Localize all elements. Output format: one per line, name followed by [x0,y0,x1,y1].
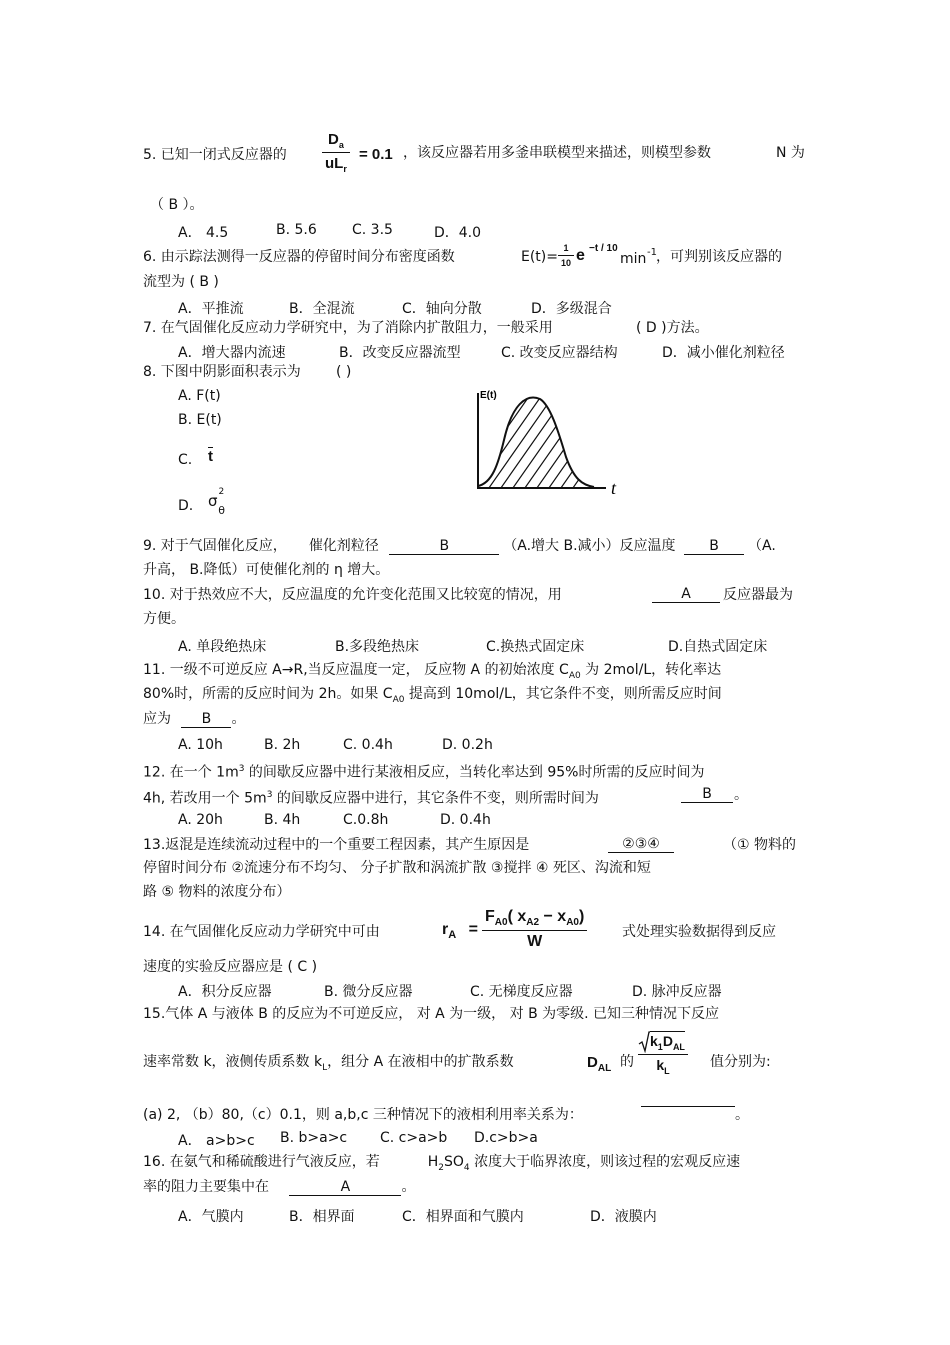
q7-option-d: D．减小催化剂粒径 [662,345,785,361]
q5-option-a: A． 4.5 [178,225,229,241]
q5-option-d: D．4.0 [434,225,482,241]
q8-sigma-sub: θ [218,504,225,517]
q15-line2-sub: L [322,1062,328,1073]
q16-option-a: A．气膜内 [178,1209,244,1225]
q9-answer-2: B [684,538,744,555]
q13-answer: ②③④ [608,836,674,853]
q5-mid: ，该反应器若用多釜串联模型来描述，则模型参数 [403,145,711,161]
q8-t-mean: $\overline{t}$ [208,448,213,465]
q11-line1 [143,661,721,685]
q15-frac-k: k [650,1033,658,1049]
q15-D-letter: D [587,1054,598,1071]
q5-option-c: C. 3.5 [352,222,393,238]
q6-option-d: D．多级混合 [531,301,612,317]
q15-option-a: A． a>b>c [178,1133,255,1149]
q14-num-sub3: A0 [566,917,579,929]
q7-text: 7. 在气固催化反应动力学研究中，为了消除内扩散阻力，一般采用 [143,320,553,336]
q6-option-a: A．平推流 [178,301,244,317]
q6-frac-den: 10 [561,258,572,268]
q15-line3: (a) 2, （b）80,（c）0.1，则 a,b,c 三种情况下的液相利用率关系为： [143,1107,583,1123]
q11-option-d: D. 0.2h [442,737,493,753]
q16-chem-so: SO [443,1154,464,1170]
q14-option-b: B. 微分反应器 [324,984,413,1000]
q15-fraction [638,1033,688,1076]
q11-line2 [143,685,722,709]
q10-text: 10. 对于热效应不大，反应温度的允许变化范围又比较宽的情况，用 [143,587,562,603]
q11-line3-end: 。 [231,711,246,727]
q5-eq: = 0.1 [359,146,393,163]
q11-answer: B [181,711,231,728]
q15-line3-end: 。 [735,1107,749,1123]
q6-unit: min [620,251,647,267]
q15-D-sub: AL [597,1063,612,1074]
q8-option-d: D. [178,498,194,514]
q8-text: 8. 下图中阴影面积表示为 [143,364,301,380]
q14-num-mid: ( x [507,908,527,925]
q12-option-c: C.0.8h [343,812,389,828]
q6-prefix: 6. 由示踪法测得一反应器的停留时间分布密度函数 [143,249,455,265]
q15-sqrt-icon [638,1031,650,1053]
q9-answer-1: B [389,538,499,555]
q11-line1-end: 为 2mol/L，转化率达 [580,662,722,678]
q12-sup-1: 3 [238,764,245,774]
q6-suffix: ，可判别该反应器的 [656,249,782,265]
q5-line2: （ B ）。 [150,197,204,213]
q7-option-c: C. 改变反应器结构 [501,345,618,361]
q12-line2 [143,786,599,808]
q15-frac-den-sub: L [664,1065,670,1076]
q9-part3: （A.增大 B.减小）反应温度 [503,538,676,554]
q5-frac-den-sub: r [343,164,347,174]
q9-part1: 9. 对于气固催化反应， [143,538,287,554]
q6-frac-num: 1 [558,243,574,256]
q8-answer: ( ) [336,364,352,380]
q15-de: 的 [620,1054,634,1070]
q15-frac-D-sub: AL [672,1041,685,1052]
q15-line2-end: 值分别为: [710,1054,771,1070]
q8-option-d-sigma [208,487,230,517]
q7-option-a: A．增大器内流速 [178,345,286,361]
q6-fraction [558,243,574,268]
q11-line1-text: 11. 一级不可逆反应 A→R,当反应温度一定， 反应物 A 的初始浓度 C [143,662,569,678]
q11-option-b: B. 2h [264,737,301,753]
q5-fraction [322,131,350,174]
q12-option-a: A. 20h [178,812,223,828]
q5-frac-den: uL [325,155,344,172]
q5-N: N 为 [776,145,805,161]
q9-part2: 催化剂粒径 [308,538,379,554]
q6-e: e [576,247,585,264]
q8-sigma: σ [208,492,218,510]
q14-r-sub: A [448,929,457,942]
q16-line1 [143,1153,740,1177]
q12-answer: B [681,786,733,803]
q6-option-b: B．全混流 [289,301,355,317]
q16-line1b: 浓度大于临界浓度，则该过程的宏观反应速 [469,1154,741,1170]
q10-line2: 方便。 [143,611,185,627]
q12-line2b: 的间歇反应器中进行，其它条件不变，则所需时间为 [272,790,599,807]
q14-num-minus: − x [543,908,567,925]
q16-line1a: 16. 在氨气和稀硫酸进行气液反应，若 [143,1154,380,1170]
q15-frac-den: k [656,1056,665,1073]
q8-option-b: B. E(t) [178,412,222,428]
q5-option-b: B. 5.6 [276,222,317,238]
q15-frac-k-sub: 1 [657,1041,663,1052]
q8-option-c-tbar [208,448,213,465]
q15-frac-D: D [662,1033,673,1049]
q12-line1 [143,760,704,782]
q7-option-b: B．改变反应器流型 [339,345,461,361]
q12-line2-end: 。 [734,787,748,803]
q14-r: r [442,921,449,938]
q6-func: E(t)= [521,249,558,265]
q12-line1a: 12. 在一个 1m [143,764,239,781]
q15-line2b: ，组分 A 在液相中的扩散系数 [327,1054,514,1070]
q8-graph [470,385,630,500]
q6-exp: −t / 10 [589,243,618,254]
q13-line1-end: （① 物料的 [723,837,797,853]
q12-line2a: 4h, 若改用一个 5m [143,790,267,807]
q11-line1-sub: A0 [568,670,581,681]
q10-option-c: C.换热式固定床 [486,639,585,655]
q9-line1 [143,537,776,555]
q5-line1 [143,130,287,180]
q14-num-F: F [485,908,495,925]
q13-line2: 停留时间分布 ②流速分布不均匀、 分子扩散和涡流扩散 ③搅拌 ④ 死区、沟流和短 [143,860,651,876]
q8-option-c: C. [178,452,193,468]
q8-curve [478,398,594,487]
q11-option-c: C. 0.4h [343,737,393,753]
q10-suffix: 反应器最为 [723,587,793,603]
q11-option-a: A. 10h [178,737,223,753]
q14-suffix: 式处理实验数据得到反应 [622,924,776,940]
q10-answer: A [652,586,720,603]
q13-line1: 13.返混是连续流动过程中的一个重要工程因素，其产生原因是 [143,837,530,853]
q14-num-sub: A0 [494,917,508,929]
q10-option-b: B.多段绝热床 [335,639,420,655]
q5-prefix: 5. 已知一闭式反应器的 [143,147,287,163]
q8-graph-xlabel: t [611,478,617,498]
q16-answer: A [289,1179,401,1196]
q15-D [587,1054,611,1078]
q6-option-c: C．轴向分散 [402,301,482,317]
q5-frac-num: D [327,131,339,148]
q8-graph-ylabel: E(t) [480,390,497,401]
q15-option-b: B. b>a>c [280,1130,348,1146]
q12-option-b: B. 4h [264,812,301,828]
q16-chem-sub2: 4 [463,1162,470,1173]
q16-option-b: B．相界面 [289,1209,355,1225]
q14-rA [442,921,478,944]
q14-prefix: 14. 在气固催化反应动力学研究中可由 [143,924,380,940]
q16-line2-end: 。 [401,1179,416,1195]
q9-part4: （A. [748,538,776,554]
q11-line3 [143,710,245,728]
q14-option-a: A．积分反应器 [178,984,272,1000]
q11-line2-sub: A0 [392,694,405,705]
q14-line2: 速度的实验反应器应是 ( C ) [143,959,318,975]
q11-line3-text: 应为 [143,711,171,727]
q16-option-d: D．液膜内 [590,1209,657,1225]
q15-line1: 15.气体 A 与液体 B 的反应为不可逆反应， 对 A 为一级， 对 B 为零级. 已知三种情况下反应 [143,1006,720,1022]
q14-option-d: D. 脉冲反应器 [632,984,722,1000]
q14-fraction [482,908,587,951]
q14-num-end: ) [578,908,585,925]
q14-den: W [527,933,543,951]
q15-answer-blank [641,1106,735,1107]
q8-option-a: A. F(t) [178,388,221,404]
q7-answer: ( D )方法。 [636,320,709,336]
q13-line3: 路 ⑤ 物料的浓度分布） [143,884,291,900]
q8-sigma-sup: 2 [218,487,225,497]
q16-line2-text: 率的阻力主要集中在 [143,1179,269,1195]
q10-option-a: A. 单段绝热床 [178,639,267,655]
q11-line2b: 提高到 10mol/L，其它条件不变，则所需反应时间 [404,686,722,702]
q16-chem-sub: 2 [438,1162,444,1173]
q11-line2a: 80%时，所需的反应时间为 2h。如果 C [143,686,393,702]
q6-unit-exp: -1 [647,247,657,258]
q16-chem-h: H [427,1154,439,1170]
q14-eq: = [468,921,478,938]
q6-line2: 流型为 ( B ) [143,274,219,290]
q15-line2 [143,1053,514,1077]
q12-line1b: 的间歇反应器中进行某液相反应，当转化率达到 95%时所需的反应时间为 [244,764,705,781]
q12-option-d: D. 0.4h [440,812,491,828]
q15-option-d: D.c>b>a [474,1130,538,1146]
q5-frac-num-sub: a [338,140,344,150]
q14-num-sub2: A2 [526,917,540,929]
q15-option-c: C. c>a>b [380,1130,448,1146]
q12-sup-2: 3 [266,790,273,800]
q16-option-c: C．相界面和气膜内 [402,1209,524,1225]
q16-line2 [143,1178,415,1196]
q10-option-d: D.自热式固定床 [668,639,768,655]
q15-line2a: 速率常数 k，液侧传质系数 k [143,1054,323,1070]
q14-option-c: C. 无梯度反应器 [470,984,573,1000]
q9-line2: 升高， B.降低）可使催化剂的 η 增大。 [143,562,390,578]
